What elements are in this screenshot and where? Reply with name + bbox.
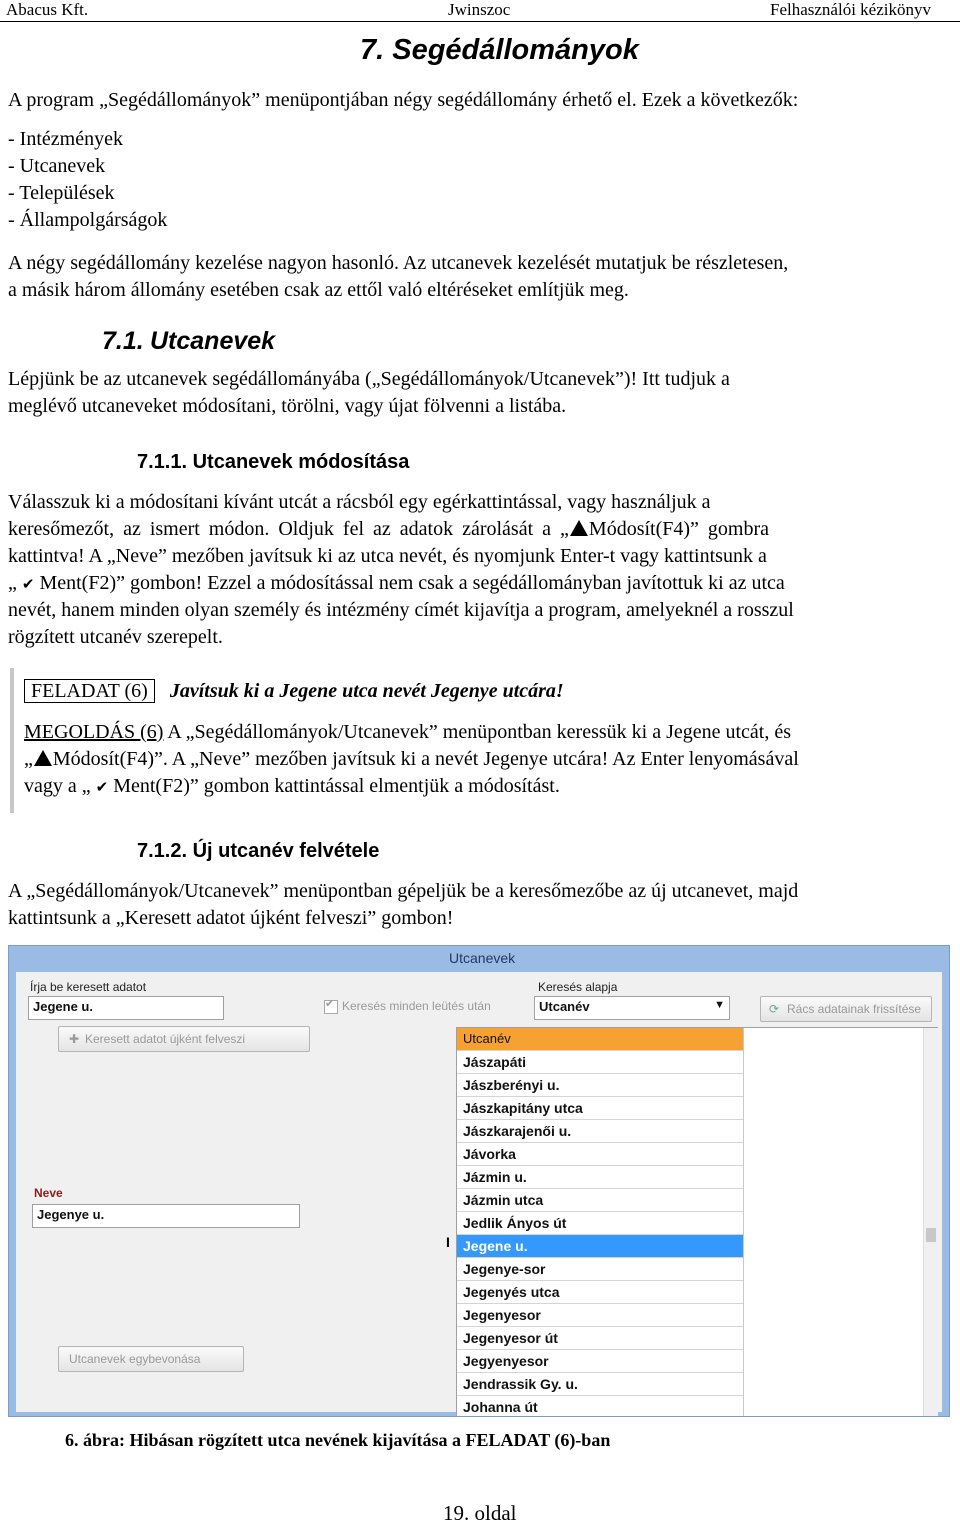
solution-line: vagy a „ ✔ Ment(F2)” gombon kattintással elmentjük a módosítást. <box>24 775 560 797</box>
search-label: Írja be keresett adatot <box>30 980 147 994</box>
merge-streets-button[interactable]: Utcanevek egybevonása <box>58 1346 244 1372</box>
table-row[interactable]: Jegenyesor <box>457 1304 743 1327</box>
column-header[interactable]: Utcanév <box>457 1028 743 1051</box>
paragraph-line: Lépjünk be az utcanevek segédállományába („Segédállományok/Utcanevek”)! Itt tudjuk a <box>8 368 730 390</box>
up-triangle-icon <box>34 750 52 766</box>
solution-line: MEGOLDÁS (6) A „Segédállományok/Utcanevek” menüpontban keressük ki a Jegene utcát, és <box>24 721 792 743</box>
header-doc: Felhasználói kézikönyv <box>770 0 931 19</box>
check-icon: ✔ <box>325 997 335 1010</box>
window-body <box>16 972 942 1415</box>
name-label: Neve <box>34 1186 63 1200</box>
paragraph-line: „ ✔ Ment(F2)” gombon! Ezzel a módosítással nem csak a segédállományban javítottuk ki az utca <box>8 572 785 594</box>
figure-caption: 6. ábra: Hibásan rögzített utca nevének kijavítása a FELADAT (6)-ban <box>65 1430 611 1450</box>
solution-line: „ Módosít(F4)”. A „Neve” mezőben javítsuk ki a nevét Jegenye utcára! Az Enter lenyomásával <box>24 748 799 770</box>
paragraph-line: rögzített utcanév szerepelt. <box>8 626 223 648</box>
paragraph-line: nevét, hanem minden olyan személy és intézmény címét kijavítja a program, amelyeknél a rosszul <box>8 599 794 621</box>
table-row[interactable]: Jávorka <box>457 1143 743 1166</box>
app-window-screenshot <box>8 945 950 1417</box>
search-input[interactable]: Jegene u. <box>28 996 224 1020</box>
table-row-selected[interactable]: Jegene u. <box>457 1235 743 1258</box>
vertical-scrollbar[interactable] <box>923 1028 938 1417</box>
table-row[interactable]: Jegenyesor út <box>457 1327 743 1350</box>
search-each-key-checkbox[interactable] <box>324 997 338 1014</box>
section-title: Utcanevek <box>150 327 276 355</box>
table-row[interactable]: Jendrassik Gy. u. <box>457 1373 743 1396</box>
sort-select[interactable]: Utcanév ▼ <box>534 996 730 1020</box>
task-line <box>24 678 944 705</box>
subsection-title: 7.1.2. Új utcanév felvétele <box>137 840 380 862</box>
scrollbar-thumb[interactable] <box>926 1228 936 1242</box>
list-item: - Állampolgárságok <box>8 209 168 231</box>
header-app: Jwinszoc <box>448 0 511 19</box>
paragraph-line: a másik három állomány esetében csak az ettől való eltéréseket említjük meg. <box>8 279 629 301</box>
chapter-title: 7. Segédállományok <box>360 34 639 66</box>
table-row[interactable]: Jegenye-sor <box>457 1258 743 1281</box>
table-row[interactable]: Johanna út <box>457 1396 743 1417</box>
paragraph-line: A négy segédállomány kezelése nagyon hasonló. Az utcanevek kezelését mutatjuk be részletesen, <box>8 252 789 274</box>
intro-paragraph: A program „Segédállományok” menüpontjában négy segédállomány érhető el. Ezek a következők: <box>8 89 799 111</box>
paragraph-line: Válasszuk ki a módosítani kívánt utcát a rácsból egy egérkattintással, vagy használjuk a <box>8 491 711 513</box>
header-company: Abacus Kft. <box>6 0 89 19</box>
task-label: FELADAT (6) <box>24 679 155 703</box>
header-divider <box>0 21 960 22</box>
check-icon: ✔ <box>95 778 109 796</box>
refresh-icon: ⟳ <box>769 1002 780 1016</box>
row-marker: I <box>446 1234 450 1250</box>
sort-label: Keresés alapja <box>538 980 618 994</box>
paragraph-line: A „Segédállományok/Utcanevek” menüpontban gépeljük be a keresőmezőbe az új utcanevet, majd <box>8 880 799 902</box>
table-row[interactable]: Jászkapitány utca <box>457 1097 743 1120</box>
task-text: Javítsuk ki a Jegene utca nevét Jegenye utcára! <box>169 680 564 702</box>
window-title: Utcanevek <box>449 950 516 966</box>
up-triangle-icon <box>570 520 588 536</box>
page-number: 19. oldal <box>443 1501 517 1525</box>
chevron-down-icon: ▼ <box>714 999 725 1011</box>
list-item: - Intézmények <box>8 128 123 150</box>
list-item: - Utcanevek <box>8 155 106 177</box>
table-row[interactable]: Jázmin utca <box>457 1189 743 1212</box>
table-row[interactable]: Jegenyés utca <box>457 1281 743 1304</box>
task-sidebar <box>10 668 14 813</box>
search-each-key-label: Keresés minden leütés után <box>342 999 491 1013</box>
plus-icon: ✚ <box>69 1032 80 1046</box>
table-row[interactable]: Jedlik Ányos út <box>457 1212 743 1235</box>
table-row[interactable]: Jázmin u. <box>457 1166 743 1189</box>
table-row[interactable]: Jászberényi u. <box>457 1074 743 1097</box>
table-row[interactable]: Jászkarajenői u. <box>457 1120 743 1143</box>
refresh-grid-button[interactable]: ⟳ Rács adatainak frissítése <box>760 996 932 1022</box>
section-number: 7.1. <box>102 327 144 355</box>
check-icon: ✔ <box>21 575 35 593</box>
paragraph-line: keresőmezőt, az ismert módon. Oldjuk fel az adatok zárolását a „ Módosít(F4)” gombra <box>8 518 769 540</box>
paragraph-line: meglévő utcaneveket módosítani, törölni, vagy újat fölvenni a listába. <box>8 395 567 417</box>
add-new-button[interactable]: ✚ Keresett adatot újként felveszi <box>58 1026 310 1052</box>
name-input[interactable]: Jegenye u. <box>32 1204 300 1228</box>
subsection-title: 7.1.1. Utcanevek módosítása <box>137 451 410 473</box>
street-grid[interactable] <box>456 1027 938 1417</box>
list-item: - Települések <box>8 182 115 204</box>
table-row[interactable]: Jászapáti <box>457 1051 743 1074</box>
table-row[interactable]: Jegyenyesor <box>457 1350 743 1373</box>
paragraph-line: kattintsunk a „Keresett adatot újként felveszi” gombon! <box>8 907 454 929</box>
solution-label: MEGOLDÁS (6) <box>24 721 164 743</box>
paragraph-line: kattintva! A „Neve” mezőben javítsuk ki az utca nevét, és nyomjunk Enter-t vagy kattintsunk a <box>8 545 767 567</box>
grid-column <box>457 1028 744 1417</box>
